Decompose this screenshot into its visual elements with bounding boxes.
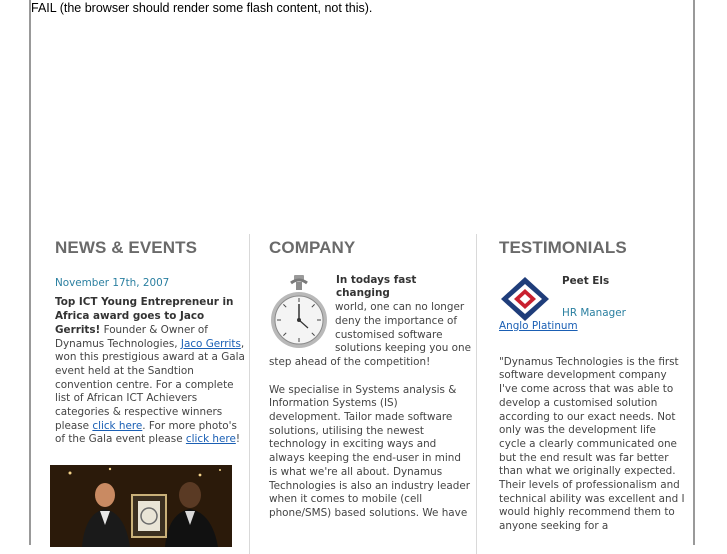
award-photo-image: [50, 465, 232, 547]
award-photo: [50, 465, 232, 547]
testimonial-name: Peet Els: [562, 274, 610, 287]
column-divider: [476, 234, 477, 554]
company-intro: [269, 274, 471, 370]
gala-photos-link[interactable]: click here: [185, 433, 236, 446]
testimonials-column: [499, 234, 685, 554]
stopwatch-icon: [269, 274, 329, 354]
news-text: Founder & Owner of Dynamus Technologies,: [55, 323, 208, 350]
person-link[interactable]: Jaco Gerrits: [180, 337, 241, 350]
company-description: We specialise in Systems analysis & Information Systems (IS) development. Tailor made software solutions, utilising the newest technology in exciting ways and always keeping the end-user in mind is what we're all about. Dynamus Technologies is also an industry leader when it comes to mobile (cell phone/SMS) based solutions. We have: [269, 383, 471, 519]
news-headline: Top ICT Young Entrepreneur in Africa award goes to Jaco Gerrits!: [55, 296, 234, 336]
anglo-platinum-link[interactable]: Anglo Platinum: [499, 319, 578, 332]
news-text: , won this prestigious award at a Gala event held at the Sandtion convention centre. For a complete list of African ICT Achievers categories & respective winners please: [55, 337, 245, 432]
news-heading: NEWS & EVENTS: [55, 238, 198, 257]
anglo-platinum-logo-icon: [499, 275, 551, 323]
testimonial-role: HR Manager: [562, 306, 626, 319]
company-lead: In todays fast changing: [336, 273, 417, 300]
testimonial-quote: "Dynamus Technologies is the first software development company I've come across that was able to develop a customised solution according to our exact needs. Not only was the development life cycle a clearly communicated one but the end result was far better than what we originally expected. Their levels of professionalism and technical ability was excellent and I would highly recommend them to anyone seeking for a: [499, 355, 685, 533]
company-intro-text: world, one can no longer deny the importance of customised software solutions keeping you one step ahead of the competition!: [269, 301, 471, 368]
news-article: [55, 296, 250, 447]
flash-fallback-text: FAIL (the browser should render some flash content, not this).: [31, 1, 373, 15]
news-date: November 17th, 2007: [55, 276, 170, 289]
achievers-link[interactable]: click here: [92, 419, 143, 432]
company-heading: COMPANY: [269, 238, 356, 257]
testimonials-heading: TESTIMONIALS: [499, 238, 627, 257]
news-text: . For more photo's of the Gala event please: [55, 419, 237, 446]
news-text: !: [235, 433, 241, 446]
company-column: [269, 234, 471, 554]
testimonial-author: [499, 275, 685, 337]
